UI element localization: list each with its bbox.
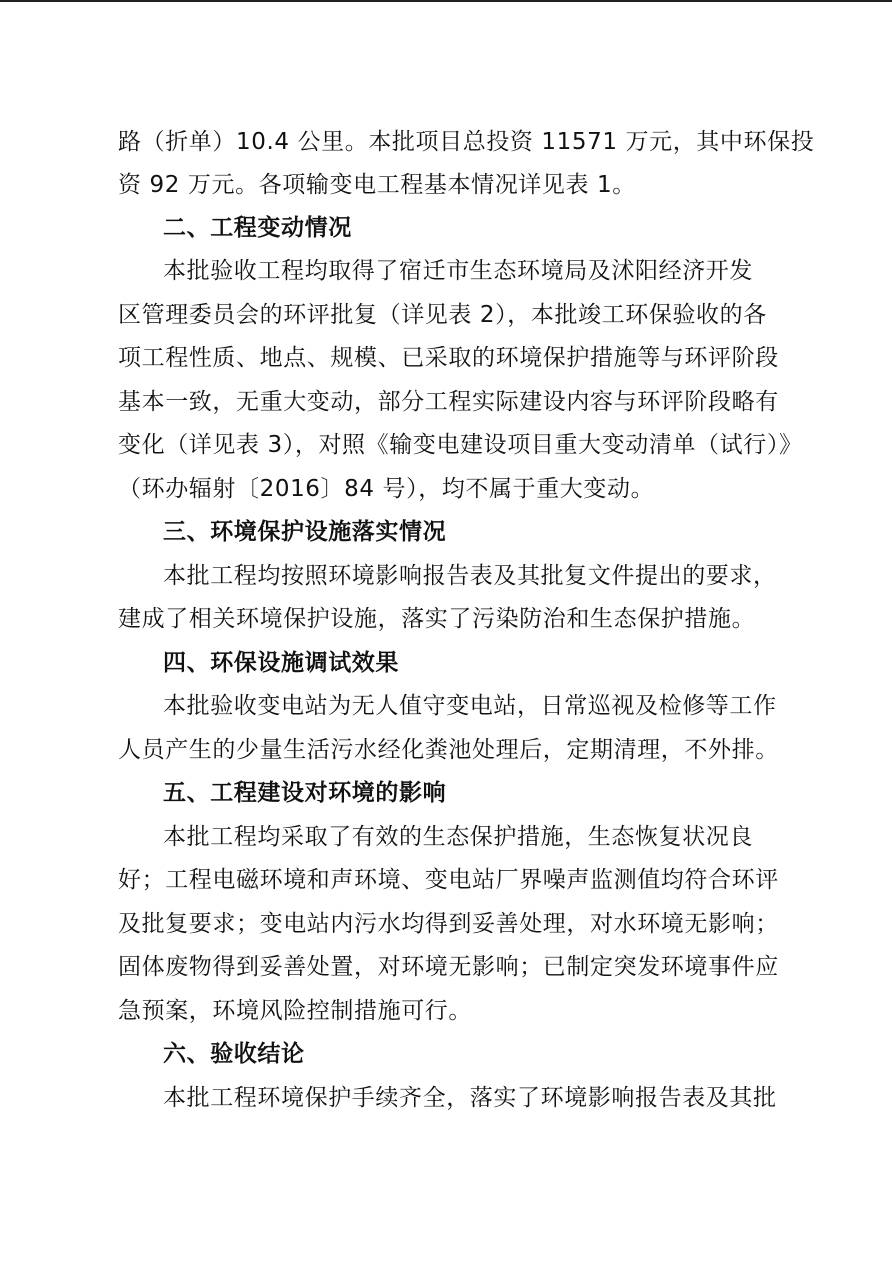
body-text-line: 本批工程环境保护手续齐全，落实了环境影响报告表及其批 bbox=[163, 1085, 777, 1111]
section-heading-5: 五、工程建设对环境的影响 bbox=[163, 780, 447, 806]
body-text-line: 人员产生的少量生活污水经化粪池处理后，定期清理，不外排。 bbox=[118, 737, 779, 763]
body-text-line: 本批验收工程均取得了宿迁市生态环境局及沭阳经济开发 bbox=[163, 258, 753, 284]
body-text-line: 固体废物得到妥善处置，对环境无影响；已制定突发环境事件应 bbox=[118, 954, 779, 980]
body-text-line: 变化（详见表 3），对照《输变电建设项目重大变动清单（试行）》 bbox=[118, 432, 803, 458]
section-heading-3: 三、环境保护设施落实情况 bbox=[163, 519, 447, 545]
section-heading-6: 六、验收结论 bbox=[163, 1041, 305, 1067]
body-text-line: 基本一致，无重大变动，部分工程实际建设内容与环评阶段略有 bbox=[118, 389, 779, 415]
body-text-line: 急预案，环境风险控制措施可行。 bbox=[118, 998, 472, 1024]
body-text-line: （环办辐射〔2016〕84 号），均不属于重大变动。 bbox=[118, 476, 655, 502]
body-text-line: 本批工程均采取了有效的生态保护措施，生态恢复状况良 bbox=[163, 824, 753, 850]
body-text-line: 路（折单）10.4 公里。本批项目总投资 11571 万元，其中环保投 bbox=[118, 129, 815, 155]
body-text-line: 本批工程均按照环境影响报告表及其批复文件提出的要求， bbox=[163, 563, 777, 589]
section-heading-4: 四、环保设施调试效果 bbox=[163, 650, 399, 676]
section-heading-2: 二、工程变动情况 bbox=[163, 215, 352, 241]
body-text-line: 区管理委员会的环评批复（详见表 2），本批竣工环保验收的各 bbox=[118, 302, 767, 328]
body-text-line: 本批验收变电站为无人值守变电站，日常巡视及检修等工作 bbox=[163, 693, 777, 719]
body-text-line: 资 92 万元。各项输变电工程基本情况详见表 1。 bbox=[118, 172, 636, 198]
body-text-line: 好；工程电磁环境和声环境、变电站厂界噪声监测值均符合环评 bbox=[118, 867, 779, 893]
body-text-line: 建成了相关环境保护设施，落实了污染防治和生态保护措施。 bbox=[118, 606, 756, 632]
body-text-line: 及批复要求；变电站内污水均得到妥善处理，对水环境无影响； bbox=[118, 911, 779, 937]
body-text-line: 项工程性质、地点、规模、已采取的环境保护措施等与环评阶段 bbox=[118, 345, 779, 371]
